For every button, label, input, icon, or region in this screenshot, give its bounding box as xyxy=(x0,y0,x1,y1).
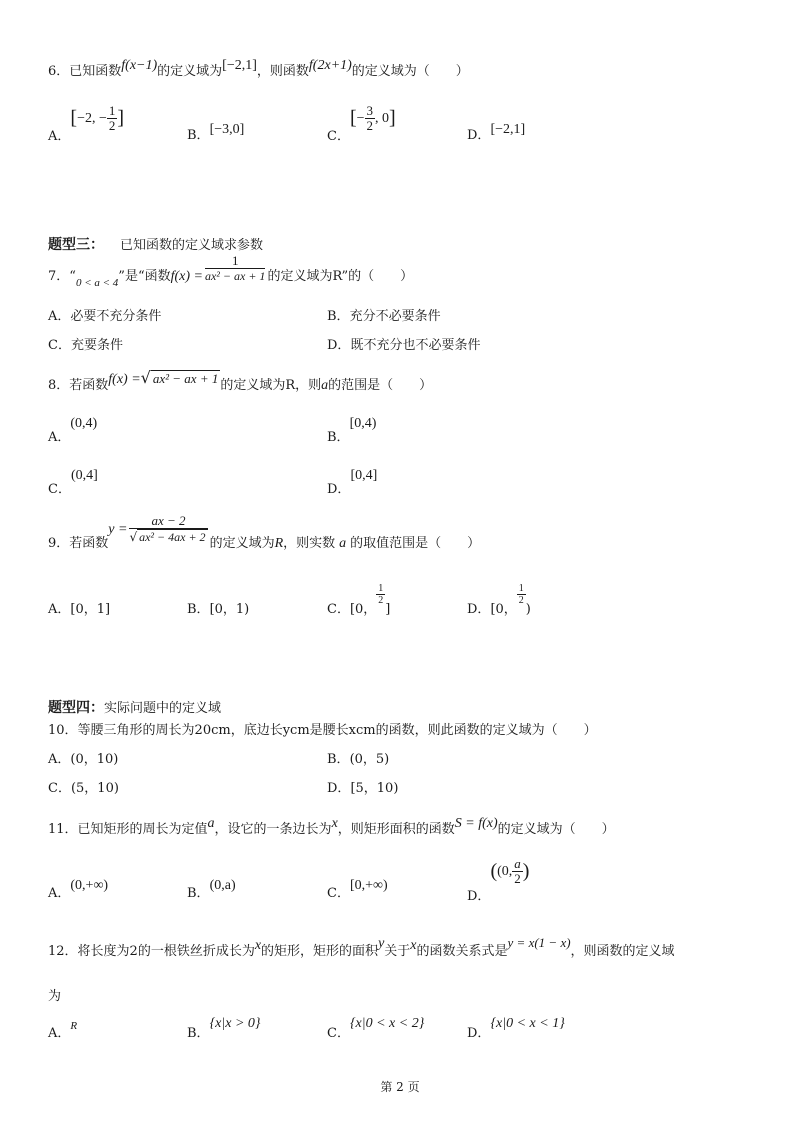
q10-option-c[interactable]: C．(5，10) xyxy=(48,781,119,796)
formula-f-x-minus-1: f(x−1) xyxy=(121,58,158,73)
q12-option-b[interactable]: B．{x|x > 0} xyxy=(187,1016,261,1041)
q10-option-b[interactable]: B．(0，5) xyxy=(327,752,390,767)
q8-option-d[interactable]: D．[0,4] xyxy=(327,468,378,497)
question-11: 11．已知矩形的周长为定值a，设它的一条边长为x，则矩形面积的函数S = f(x)的定义域为（ ） xyxy=(48,816,615,837)
q9-option-a[interactable]: A．[0，1] xyxy=(48,602,111,617)
q12-option-a[interactable]: A．R xyxy=(48,1020,78,1041)
q6-option-d[interactable]: D．[−2,1] xyxy=(467,122,526,143)
question-12-continued: 为 xyxy=(48,989,62,1004)
q10-option-a[interactable]: A．(0，10) xyxy=(48,752,119,767)
q9-option-b[interactable]: B．[0，1) xyxy=(187,602,250,617)
q7-option-b[interactable]: B．充分不必要条件 xyxy=(327,309,441,324)
question-8: 8．若函数f(x) =√ ax² − ax + 1 的定义域为R，则a的范围是（ ） xyxy=(48,368,433,393)
q7-option-d[interactable]: D．既不充分也不必要条件 xyxy=(327,338,481,353)
formula-f-2x-plus-1: f(2x+1) xyxy=(308,58,352,73)
question-12: 12．将长度为2的一根铁丝折成长为x的矩形，矩形的面积y关于x的函数关系式是y = x(1 − x)，则函数的定义域 xyxy=(48,935,675,959)
question-9: 9．若函数y = $\frac{ax - 2}{\text{√ ax² − 4ax + 2}}$ 的定义域为R，则实数 a 的取值范围是（ ） xyxy=(48,513,481,551)
question-6: 6．已知函数f(x−1)的定义域为[−2,1]，则函数f(2x+1)的定义域为（ ） xyxy=(48,58,469,79)
q8-option-b[interactable]: B．[0,4) xyxy=(327,416,377,445)
section-heading-3: 题型三： 已知函数的定义域求参数 xyxy=(48,237,264,253)
q6-option-b[interactable]: B．[−3,0] xyxy=(187,122,245,143)
q12-option-d[interactable]: D．{x|0 < x < 1} xyxy=(467,1016,565,1041)
q7-option-a[interactable]: A．必要不充分条件 xyxy=(48,309,162,324)
q6-option-a[interactable]: A．[−2, − $\frac{1}{2}$ ] xyxy=(48,103,125,144)
q11-option-b[interactable]: B．(0,a) xyxy=(187,878,236,901)
question-10: 10．等腰三角形的周长为20cm，底边长ycm是腰长xcm的函数，则此函数的定义域为（ ） xyxy=(48,723,597,738)
q8-option-c[interactable]: C．(0,4] xyxy=(48,468,98,497)
q7-option-c[interactable]: C．充要条件 xyxy=(48,338,123,353)
q10-option-d[interactable]: D．[5，10) xyxy=(327,781,399,796)
q11-option-a[interactable]: A．(0,+∞) xyxy=(48,878,109,901)
q12-option-c[interactable]: C．{x|0 < x < 2} xyxy=(327,1016,425,1041)
page-number: 第 2 页 xyxy=(380,1080,420,1094)
q11-option-c[interactable]: C．[0,+∞) xyxy=(327,878,388,901)
q8-option-a[interactable]: A．(0,4) xyxy=(48,416,98,445)
q11-option-d[interactable]: D．((0, $\frac{a}{2}$ ) xyxy=(467,856,530,904)
q6-option-c[interactable]: C．[− $\frac{3}{2}$ , 0] xyxy=(327,103,396,144)
q9-option-d[interactable]: D．[0， $\frac{1}{2}$ ) xyxy=(467,583,531,617)
section-heading-4: 题型四：实际问题中的定义域 xyxy=(48,700,222,716)
q9-option-c[interactable]: C．[0， $\frac{1}{2}$ ] xyxy=(327,583,391,617)
question-7: 7．“$_{0 < a < 4}$”是“函数f(x) = $\frac{1}{\text{ax² − ax + 1}}$ 的定义域为R”的（ ） xyxy=(48,253,414,289)
